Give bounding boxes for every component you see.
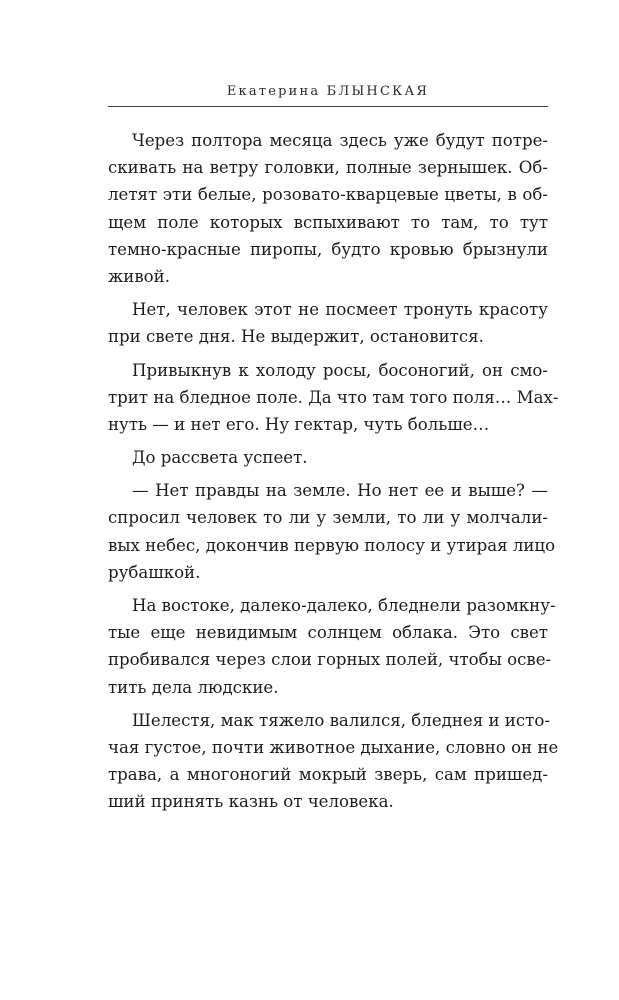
text-line: при свете дня. Не выдержит, остановится. <box>108 327 484 347</box>
text-line: живой. <box>108 266 170 286</box>
paragraph <box>108 707 559 816</box>
text-line: вых небес, докончив первую полосу и утирая лицо <box>108 535 556 555</box>
paragraph <box>108 357 559 439</box>
text-line: тить дела людские. <box>108 677 279 697</box>
text-line: Шелестя, мак тяжело валился, бледнея и исто- <box>132 710 550 730</box>
text-line: темно-красные пиропы, будто кровью брызнули <box>108 239 548 259</box>
text-line: чая густое, почти животное дыхание, словно он не <box>108 737 559 757</box>
body-text <box>108 127 559 822</box>
text-line: нуть — и нет его. Ну гектар, чуть больше… <box>108 414 490 434</box>
text-line: летят эти белые, розовато-кварцевые цветы, в об- <box>108 185 548 205</box>
text-line: трава, а многоногий мокрый зверь, сам пришед- <box>108 765 548 785</box>
text-line: спросил человек то ли у земли, то ли у молчали- <box>108 508 548 528</box>
text-line: ший принять казнь от человека. <box>108 792 394 812</box>
text-line: Привыкнув к холоду росы, босоногий, он смо- <box>132 360 548 380</box>
text-line: — Нет правды на земле. Но нет ее и выше? — <box>132 481 548 501</box>
text-line: тые еще невидимым солнцем облака. Это свет <box>108 623 548 643</box>
text-line: скивать на ветру головки, полные зернышек. Об- <box>108 158 548 178</box>
paragraph <box>108 592 556 701</box>
running-head: Екатерина БЛЫНСКАЯ <box>226 84 430 99</box>
paragraph <box>108 127 548 290</box>
paragraph <box>108 296 548 350</box>
text-line: пробивался через слои горных полей, чтобы осве- <box>108 650 552 670</box>
text-line: До рассвета успеет. <box>132 448 308 468</box>
text-line: щем поле которых вспыхивают то там, то тут <box>108 212 548 232</box>
paragraph <box>108 477 556 586</box>
text-line: трит на бледное поле. Да что там того поля… Мах- <box>108 387 559 407</box>
text-line: Через полтора месяца здесь уже будут потре- <box>132 131 548 150</box>
paragraph <box>108 444 548 471</box>
text-line: рубашкой. <box>108 562 201 582</box>
text-line: На востоке, далеко-далеко, бледнели разомкну- <box>132 596 556 615</box>
text-line: Нет, человек этот не посмеет тронуть красоту <box>132 300 548 320</box>
header-rule <box>108 106 548 107</box>
